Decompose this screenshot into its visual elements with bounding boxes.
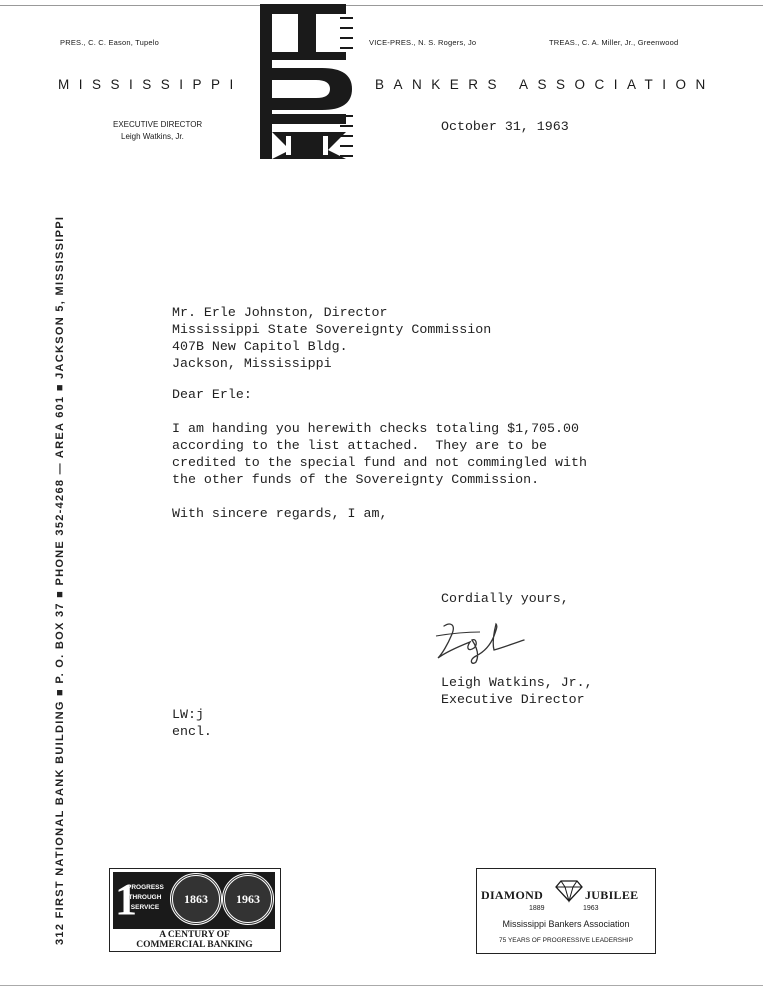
- body-line: I am handing you herewith checks totaling $1,705.00: [172, 421, 579, 436]
- enclosure-note: encl.: [172, 724, 212, 739]
- recipient-line: Mississippi State Sovereignty Commission: [172, 322, 492, 337]
- exec-director-name: Leigh Watkins, Jr.: [121, 132, 184, 141]
- officer-vice-president: VICE-PRES., N. S. Rogers, Jo: [369, 38, 477, 47]
- century-banking-seal: [109, 868, 281, 952]
- side-address: 312 FIRST NATIONAL BANK BUILDING ■ P. O. BOX 37 ■ PHONE 352-4268 — AREA 601 ■ JACKSON 5, MISSISSIPPI: [54, 215, 66, 945]
- recipient-line: 407B New Capitol Bldg.: [172, 339, 348, 354]
- org-name-association: ASSOCIATION: [519, 77, 715, 92]
- org-name-left: MISSISSIPPI: [58, 77, 243, 92]
- salutation: Dear Erle:: [172, 387, 252, 402]
- typist-initials: LW:j: [172, 707, 204, 722]
- diamond-jubilee-seal: [476, 868, 656, 954]
- bottom-rule: [0, 985, 763, 986]
- letter-body: [172, 420, 587, 488]
- diamond-icon: [555, 875, 583, 903]
- exec-director-title: EXECUTIVE DIRECTOR: [113, 120, 203, 129]
- body-line: the other funds of the Sovereignty Commission.: [172, 472, 540, 487]
- jubilee-year-end: 1963: [583, 905, 599, 912]
- coin-1963: 1963: [222, 873, 274, 925]
- top-rule: [0, 5, 763, 6]
- officer-president: PRES., C. C. Eason, Tupelo: [60, 38, 159, 47]
- mba-logo: [256, 2, 356, 162]
- body-line: credited to the special fund and not commingled with: [172, 455, 587, 470]
- seal-caption: A CENTURY OF COMMERCIAL BANKING: [136, 930, 253, 950]
- jubilee-org: Mississippi Bankers Association: [502, 919, 630, 929]
- jubilee-word-jubilee: JUBILEE: [585, 888, 639, 902]
- jubilee-tagline: 75 YEARS OF PROGRESSIVE LEADERSHIP: [499, 937, 633, 944]
- closing: Cordially yours,: [441, 591, 569, 606]
- org-name-bankers: BANKERS: [375, 77, 507, 92]
- body-line: according to the list attached. They are to be: [172, 438, 548, 453]
- seal-motto: PROGRESS THROUGH SERVICE: [127, 884, 164, 911]
- recipient-block: [172, 304, 491, 372]
- regards-line: With sincere regards, I am,: [172, 506, 388, 521]
- letter-date: October 31, 1963: [441, 119, 569, 134]
- jubilee-year-start: 1889: [529, 905, 545, 912]
- recipient-line: Mr. Erle Johnston, Director: [172, 305, 388, 320]
- handwritten-signature: [432, 612, 532, 670]
- signer-name: Leigh Watkins, Jr.,: [441, 675, 593, 690]
- seal-big-digit: 1: [115, 875, 137, 924]
- jubilee-word-diamond: DIAMOND: [481, 888, 544, 902]
- recipient-line: Jackson, Mississippi: [172, 356, 332, 371]
- signer-title: Executive Director: [441, 692, 585, 707]
- coin-1863: 1863: [170, 873, 222, 925]
- officer-treasurer: TREAS., C. A. Miller, Jr., Greenwood: [549, 38, 679, 47]
